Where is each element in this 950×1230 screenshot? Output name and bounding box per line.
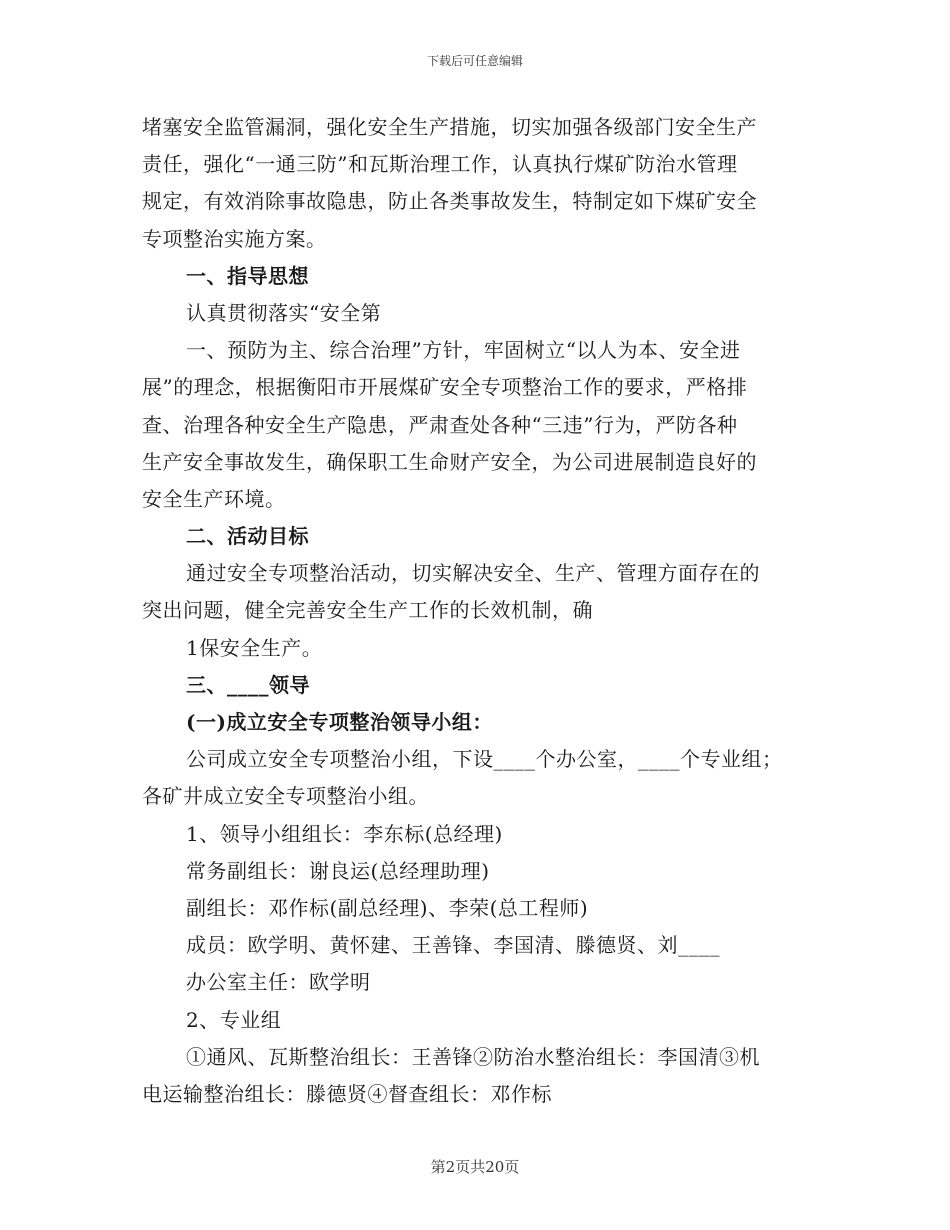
text-line: 副组长：邓作标(副总经理)、李荣(总工程师) <box>186 895 589 920</box>
page-footer: 第2页共20页 <box>430 1158 520 1176</box>
text-line: 常务副组长：谢良运(总经理助理) <box>186 858 490 883</box>
document-body <box>142 109 810 1113</box>
text-line: 突出问题，健全完善安全生产工作的长效机制，确 <box>142 598 593 623</box>
text-line: 责任，强化“一通三防”和瓦斯治理工作，认真执行煤矿防治水管理 <box>142 152 738 177</box>
text-line: 查、治理各种安全生产隐患，严肃查处各种“三违”行为，严防各种 <box>142 412 738 437</box>
text-line: 1、领导小组组长：李东标(总经理) <box>186 821 503 846</box>
text-line: 公司成立安全专项整治小组，下设____个办公室，____个专业组； <box>186 747 783 772</box>
page-header: 下载后可任意编辑 <box>426 54 523 68</box>
section-heading: (一)成立安全专项整治领导小组： <box>186 710 493 734</box>
text-line: 安全生产环境。 <box>142 486 286 511</box>
text-line: 办公室主任：欧学明 <box>186 970 371 995</box>
text-line: ①通风、瓦斯整治组长：王善锋②防治水整治组长：李国清③机 <box>186 1044 760 1069</box>
text-line: 展”的理念，根据衡阳市开展煤矿安全专项整治工作的要求，严格排 <box>142 375 748 400</box>
text-line: 通过安全专项整治活动，切实解决安全、生产、管理方面存在的 <box>186 561 760 586</box>
section-heading: 一、指导思想 <box>186 263 309 288</box>
section-heading: 二、活动目标 <box>186 524 309 549</box>
text-line: 认真贯彻落实“安全第 <box>186 300 382 325</box>
section-heading: 三、____领导 <box>186 672 310 697</box>
text-line: 生产安全事故发生，确保职工生命财产安全，为公司进展制造良好的 <box>142 449 757 474</box>
text-line: 规定，有效消除事故隐患，防止各类事故发生，特制定如下煤矿安全 <box>142 189 757 214</box>
text-line: 成员：欧学明、黄怀建、王善锋、李国清、滕德贤、刘____ <box>186 933 720 958</box>
text-line: 电运输整治组长：滕德贤④督查组长：邓作标 <box>142 1081 552 1106</box>
text-line: 专项整治实施方案。 <box>142 226 327 251</box>
text-line: 各矿井成立安全专项整治小组。 <box>142 784 429 809</box>
text-line: 堵塞安全监管漏洞，强化安全生产措施，切实加强各级部门安全生产 <box>142 115 757 139</box>
text-line: 1保安全生产。 <box>186 635 323 660</box>
text-line: 一、预防为主、综合治理”方针，牢固树立“以人为本、安全进 <box>186 338 741 363</box>
text-line: 2、专业组 <box>186 1007 282 1032</box>
